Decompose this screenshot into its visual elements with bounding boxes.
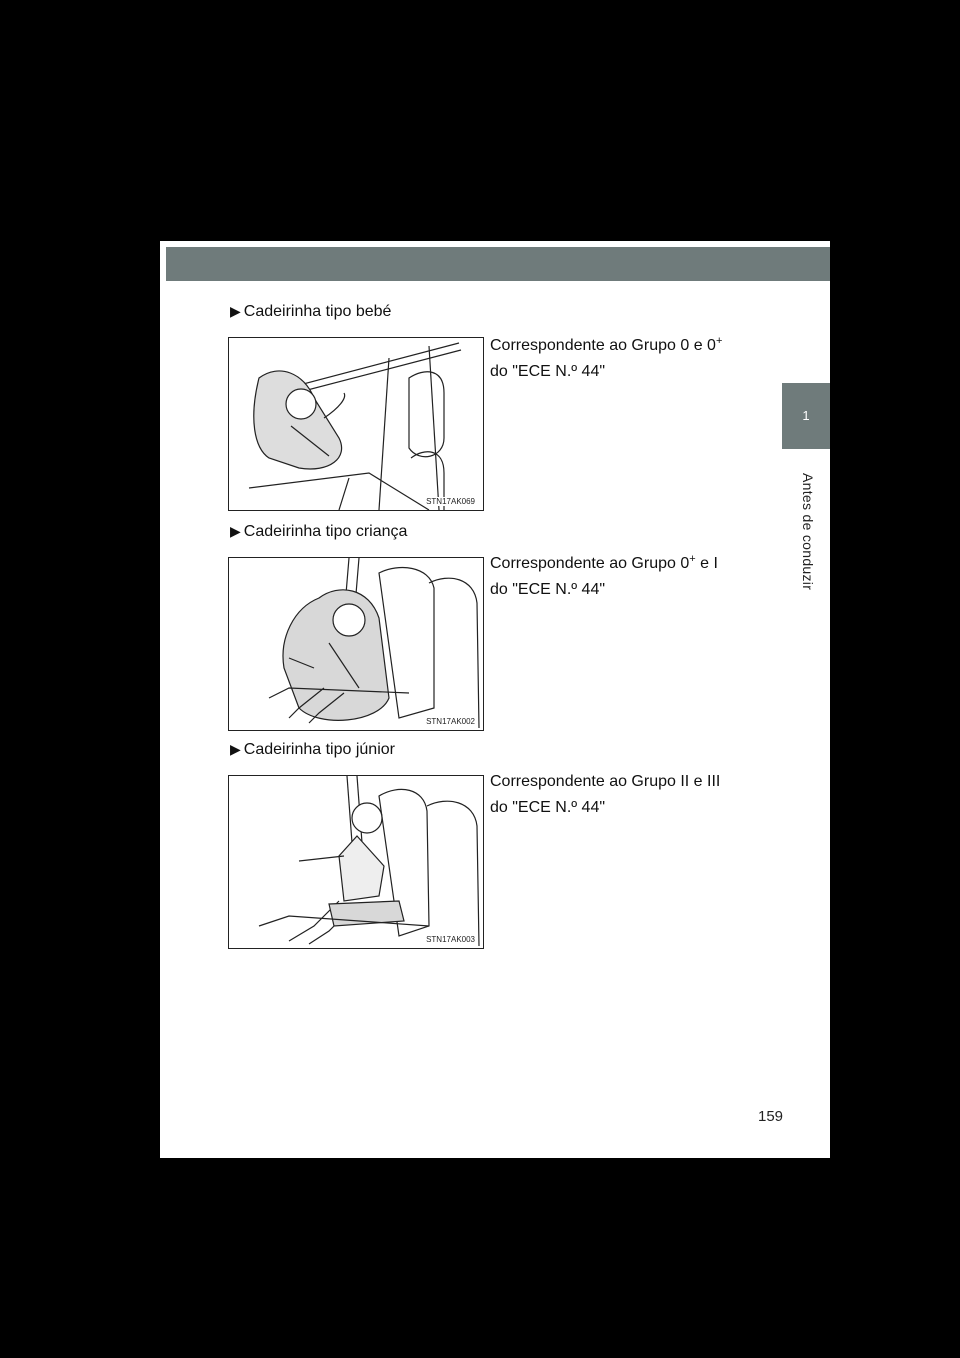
pointer-arrow-icon: ▶ xyxy=(230,523,241,539)
image-code: STN17AK003 xyxy=(426,935,475,944)
chapter-title: Antes de conduzir xyxy=(800,473,816,591)
illustration-child-seat xyxy=(228,557,484,731)
image-code: STN17AK002 xyxy=(426,717,475,726)
manual-page xyxy=(160,241,830,1158)
illustration-baby-seat xyxy=(228,337,484,511)
image-code: STN17AK069 xyxy=(426,497,475,506)
illustration-junior-seat xyxy=(228,775,484,949)
section-description-child: Correspondente ao Grupo 0+ e I do "ECE N.º 44" xyxy=(490,553,718,598)
page-number: 159 xyxy=(758,1108,784,1125)
section-description-baby: Correspondente ao Grupo 0 e 0+ do "ECE N.º 44" xyxy=(490,335,723,380)
section-title-baby: ▶ Cadeirinha tipo bebé xyxy=(230,303,392,320)
section-title-junior: ▶ Cadeirinha tipo júnior xyxy=(230,741,395,758)
chapter-tab[interactable]: 1 xyxy=(782,383,830,449)
section-title-child: ▶ Cadeirinha tipo criança xyxy=(230,523,408,540)
pointer-arrow-icon: ▶ xyxy=(230,303,241,319)
pointer-arrow-icon: ▶ xyxy=(230,741,241,757)
header-bar xyxy=(166,247,830,281)
section-description-junior: Correspondente ao Grupo II e III do "ECE N.º 44" xyxy=(490,773,721,816)
